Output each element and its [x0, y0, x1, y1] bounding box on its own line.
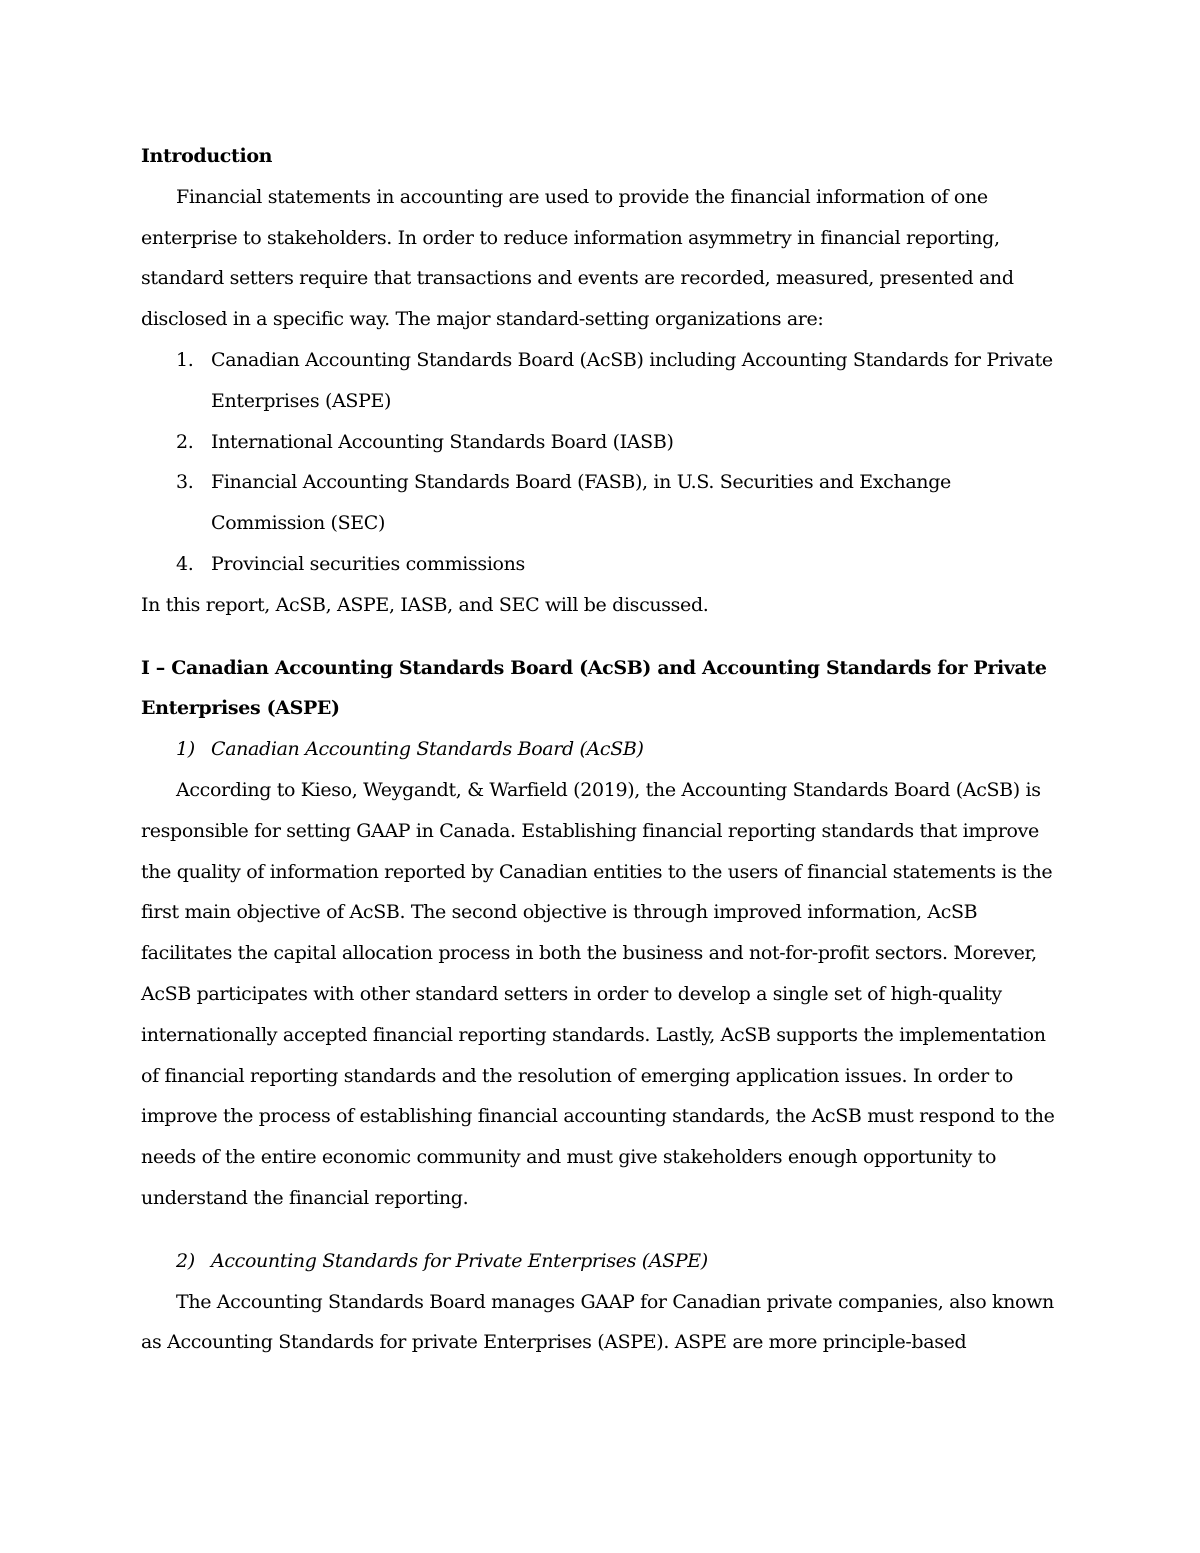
list-item-text: Financial Accounting Standards Board (FASB), in U.S. Securities and Exchange Commission (SEC)	[211, 471, 951, 535]
spacer	[141, 1219, 1066, 1241]
list-item-number: 2.	[176, 430, 194, 453]
introduction-paragraph: Financial statements in accounting are used to provide the financial information of one enterprise to stakeholders. In order to reduce information asymmetry in financial reporting, standard setters require that transactions and events are recorded, measured, presented and disclosed in a specific way. The major standard-setting organizations are:	[141, 185, 1014, 331]
acsb-paragraph: According to Kieso, Weygandt, & Warfield (2019), the Accounting Standards Board (AcSB) is responsible for setting GAAP in Canada. Establishing financial reporting standards that improve the quality of information reported by Canadian entities to the users of financial statements is the first main objective of AcSB. The second objective is through improved information, AcSB facilitates the capital allocation process in both the business and not-for-profit sectors. Morever, AcSB participates with other standard setters in order to develop a single set of high-quality internationally accepted financial reporting standards. Lastly, AcSB supports the implementation of financial reporting standards and the resolution of emerging application issues. In order to improve the process of establishing financial accounting standards, the AcSB must respond to the needs of the entire economic community and must give stakeholders enough opportunity to understand the financial reporting.	[141, 778, 1055, 1209]
subsection-number: 2)	[176, 1249, 195, 1272]
spacer	[141, 626, 1066, 648]
list-item-number: 4.	[176, 552, 194, 575]
list-item-text: Provincial securities commissions	[211, 552, 525, 575]
aspe-paragraph: The Accounting Standards Board manages GAAP for Canadian private companies, also known as Accounting Standards for private Enterprises (ASPE). ASPE are more principle-based	[141, 1290, 1054, 1354]
list-item	[141, 340, 1066, 422]
subsection-number: 1)	[176, 738, 195, 761]
list-item	[141, 544, 1066, 585]
list-item-number: 1.	[176, 348, 194, 371]
standard-setters-list	[141, 340, 1066, 585]
list-item-text: International Accounting Standards Board (IASB)	[211, 430, 674, 453]
subsection-aspe-heading	[141, 1241, 1066, 1282]
section-1-heading: I – Canadian Accounting Standards Board (AcSB) and Accounting Standards for Private Enterprises (ASPE)	[141, 656, 1047, 720]
document-page	[141, 136, 1066, 1363]
introduction-closing: In this report, AcSB, ASPE, IASB, and SEC will be discussed.	[141, 593, 709, 616]
subsection-title: Canadian Accounting Standards Board (AcSB)	[211, 738, 644, 761]
list-item	[141, 422, 1066, 463]
list-item	[141, 462, 1066, 544]
list-item-text: Canadian Accounting Standards Board (AcSB) including Accounting Standards for Private Enterprises (ASPE)	[211, 348, 1053, 412]
subsection-title: Accounting Standards for Private Enterprises (ASPE)	[211, 1249, 708, 1272]
list-item-number: 3.	[176, 471, 194, 494]
subsection-acsb-heading	[141, 729, 1066, 770]
introduction-heading: Introduction	[141, 145, 273, 167]
